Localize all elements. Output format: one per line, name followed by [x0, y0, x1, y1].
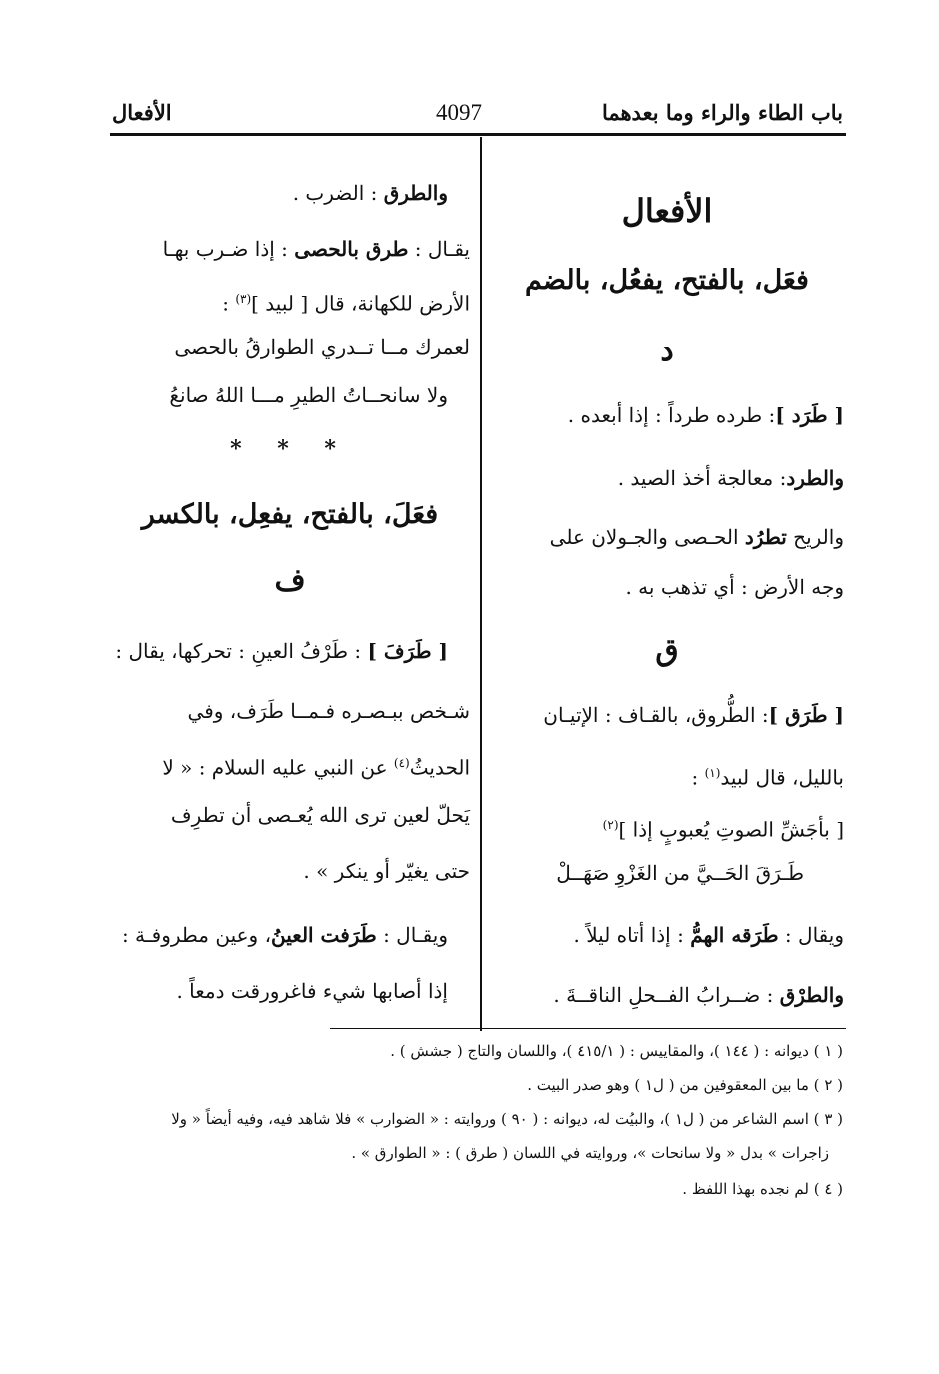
footnote-ref: (٤) [393, 756, 410, 770]
entry-yuqal2: يقـال : طرق بالحصى : إذا ضـرب بهـا [162, 237, 470, 261]
entry-altarq: والطرْق : ضــرابُ الفــحلِ الناقــةَ . [553, 983, 844, 1007]
entry-tarad: [ طَرَد ]: طرده طرداً : إذا أبعده . [567, 403, 844, 427]
verse-line: لعمرك مــا تــدري الطوارقُ بالحصى [174, 335, 470, 359]
footnote-4: ( ٤ ) لم نجده بهذا اللفظ . [682, 1180, 843, 1198]
footnote-3: ( ٣ ) اسم الشاعر من ( ل١ )، والبيُت له، ديوانه : ( ٩٠ ) وروايته : « الضوارب » فلا شاهد فيه، وفيه أيضاً « ولا [171, 1110, 843, 1128]
section-separator: * * * [230, 436, 350, 462]
entry-yuqal3-cont: إذا أصابها شيء فاغرورقت دمعاً . [176, 979, 448, 1003]
chapter-header: باب الطاء والراء وما بعدهما [601, 100, 843, 125]
entry-hadith: الحديثُ$^{(٤)}$ عن النبي عليه السلام : « لا [162, 755, 470, 780]
entry-taraq: [ طَرَق ]: الطُّروق، بالقـاف : الإتيـان [543, 703, 844, 727]
footnote-3-cont: زاجرات » بدل « ولا سانحات »، وروايته في اللسان ( طرق ) : « الطوارق » . [351, 1144, 829, 1162]
letter-heading-fa: ف [274, 563, 306, 598]
footnote-rule [330, 1028, 846, 1029]
column-divider [480, 137, 482, 1031]
header-rule [110, 133, 846, 136]
letter-heading-qaf: ق [655, 633, 679, 668]
page-number: 4097 [436, 100, 482, 125]
entry-taraf-line: شـخص ببـصـره فـمــا طَرَف، وفي [187, 699, 470, 723]
entry-taraf: [ طَرَفَ ] : طَرْفُ العينِ : تحركها، يقال : [115, 639, 448, 663]
footnote-ref: (٣) [235, 292, 252, 306]
entry-altarq2: والطرق : الضرب . [292, 181, 448, 205]
footnote-1: ( ١ ) ديوانه : ( ١٤٤ )، والمقاييس : ( ٤١٥/١ )، واللسان والتاج ( جشش ) . [390, 1042, 843, 1060]
letter-heading-dal: د [660, 333, 674, 368]
footnote-ref: (٢) [602, 818, 619, 832]
entry-wind: والريح تطرُد الحـصى والجـولان على [549, 525, 844, 549]
entry-hadith-cont: يَحلّ لعين ترى الله يُعـصى أن تطرِف [170, 803, 470, 827]
verse-line: [ بأجَشِّ الصوتِ يُعبوبٍ إذا ]$^{(٢)}$ [602, 817, 844, 842]
form2-title: فعَلَ، بالفتح، يفعِل، بالكسر [141, 499, 439, 530]
entry-yuqal: ويقال : طَرَقه الهمُّ : إذا أتاه ليلاً . [573, 923, 844, 947]
footnote-2: ( ٢ ) ما بين المعقوفين من ( ل١ ) وهو صدر البيت . [527, 1076, 843, 1094]
entry-wind-cont: وجه الأرض : أي تذهب به . [625, 575, 844, 599]
verse-line: ولا سانحــاتُ الطيرِ مـــا اللهُ صانعُ [169, 383, 448, 407]
form-title: فعَل، بالفتح، يفعُل، بالضم [525, 265, 809, 296]
entry-taraq-cont: بالليل، قال لبيد$^{(١)}$ : [691, 765, 844, 790]
verse-line: طَـرَقَ الحَــيَّ من الغَزْوِ صَهَــلْ [556, 861, 804, 885]
section-header: الأفعال [112, 100, 172, 125]
footnote-ref: (١) [704, 766, 721, 780]
entry-hadith-end: حتى يغيّر أو ينكر » . [303, 859, 470, 883]
section-title: الأفعال [621, 192, 713, 230]
entry-yuqal3: ويقـال : طَرَفت العينُ، وعين مطروفـة : [121, 923, 448, 947]
entry-altard: والطرد: معالجة أخذ الصيد . [617, 466, 844, 490]
entry-kahana: الأرض للكهانة، قال [ لبيد ]$^{(٣)}$ : [222, 291, 470, 316]
